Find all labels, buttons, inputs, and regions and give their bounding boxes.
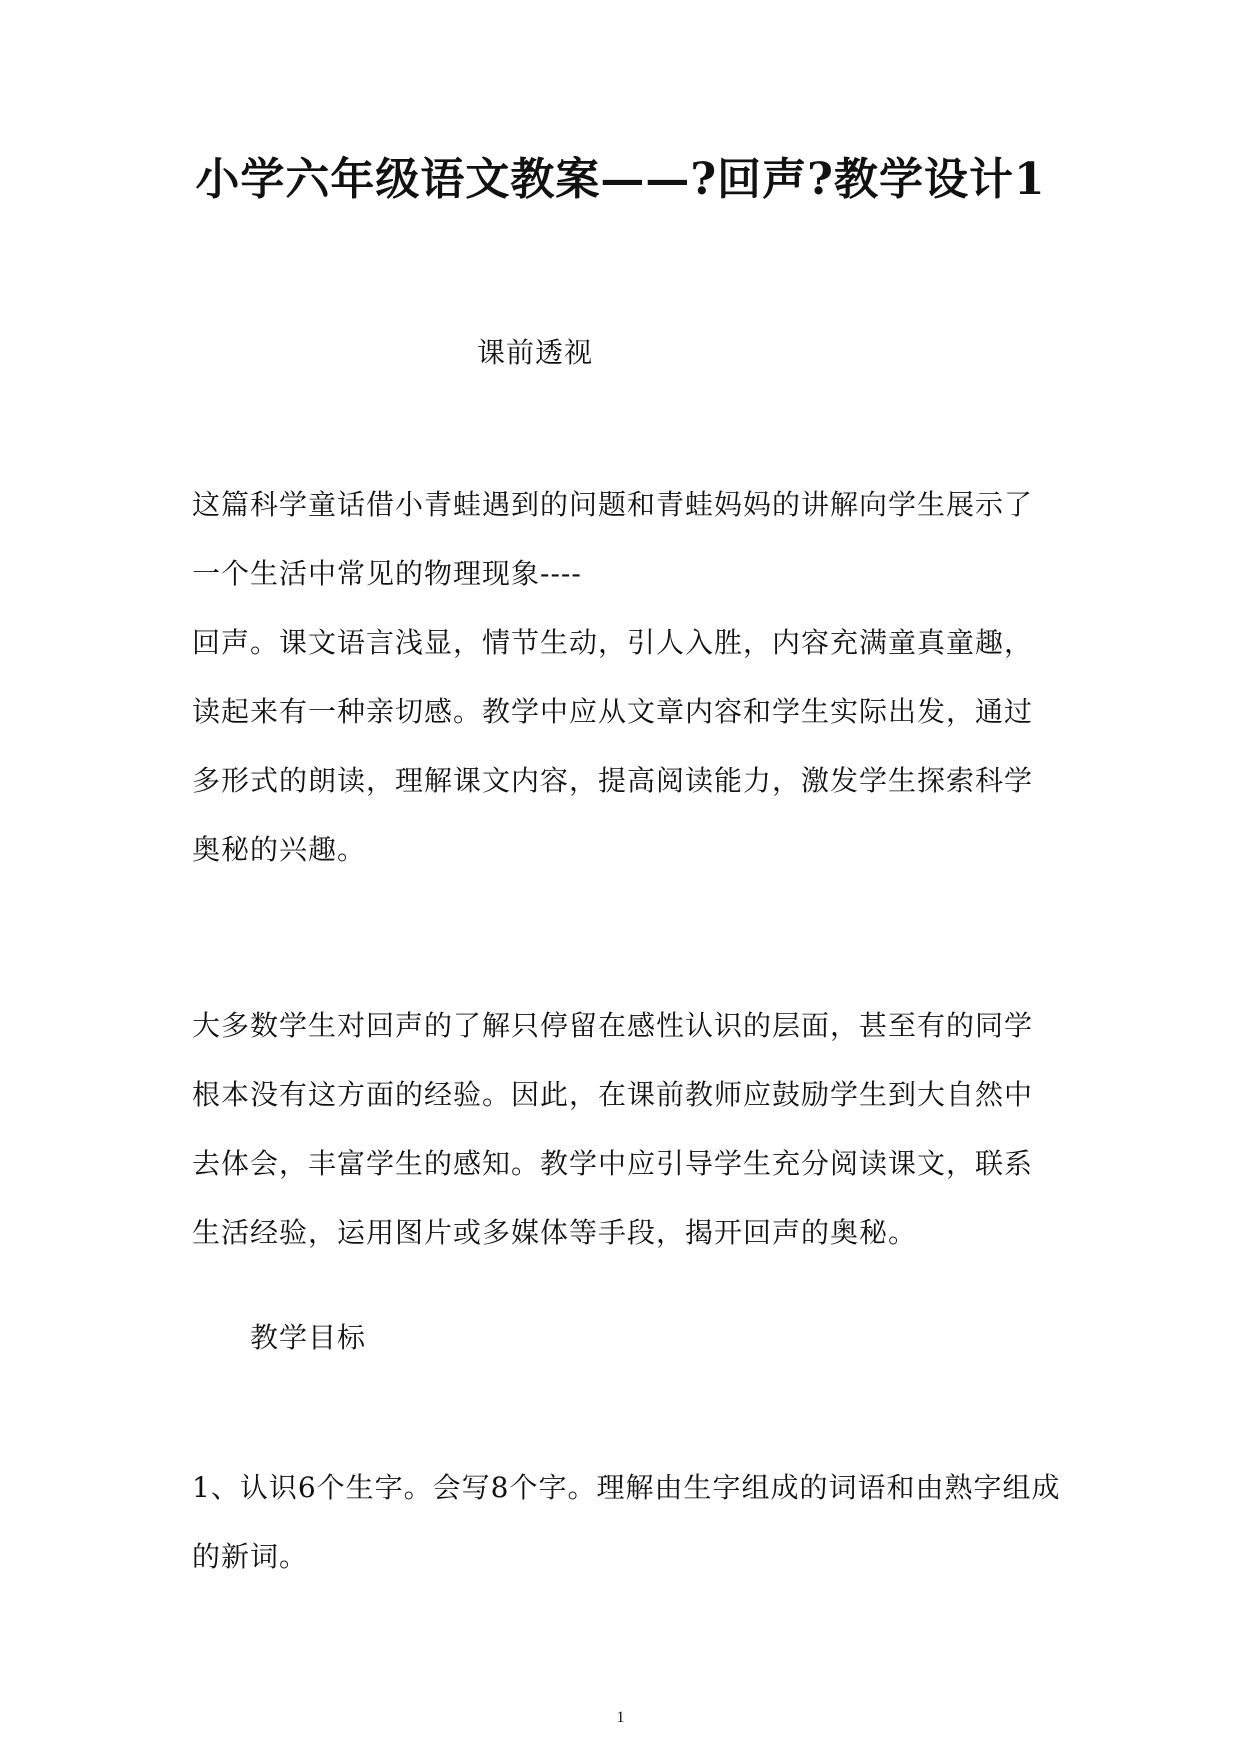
- section-heading-goals: 教学目标: [250, 1321, 367, 1354]
- paragraph-line: 多形式的朗读，理解课文内容，提高阅读能力，激发学生探索科学: [192, 764, 1034, 797]
- section-heading-preview: 课前透视: [477, 336, 594, 369]
- list-item-line: 1、认识6个生字。会写8个字。理解由生字组成的词语和由熟字组成: [192, 1471, 1061, 1504]
- document-title: 小学六年级语文教案——?回声?教学设计1: [195, 154, 1046, 205]
- paragraph-line: 奥秘的兴趣。: [192, 833, 367, 866]
- paragraph-line: 去体会，丰富学生的感知。教学中应引导学生充分阅读课文，联系: [192, 1147, 1034, 1180]
- paragraph-line: 读起来有一种亲切感。教学中应从文章内容和学生实际出发，通过: [192, 695, 1034, 728]
- paragraph-line: 生活经验，运用图片或多媒体等手段，揭开回声的奥秘。: [192, 1216, 918, 1249]
- paragraph-line: 这篇科学童话借小青蛙遇到的问题和青蛙妈妈的讲解向学生展示了: [192, 488, 1034, 521]
- paragraph-line: 回声。课文语言浅显，情节生动，引人入胜，内容充满童真童趣，: [192, 626, 1034, 659]
- paragraph-line: 大多数学生对回声的了解只停留在感性认识的层面，甚至有的同学: [192, 1009, 1034, 1042]
- paragraph-line: 一个生活中常见的物理现象----: [192, 557, 582, 590]
- paragraph-line: 根本没有这方面的经验。因此，在课前教师应鼓励学生到大自然中: [192, 1078, 1034, 1111]
- list-item-line: 的新词。: [192, 1540, 309, 1573]
- page-number: 1: [616, 1709, 625, 1726]
